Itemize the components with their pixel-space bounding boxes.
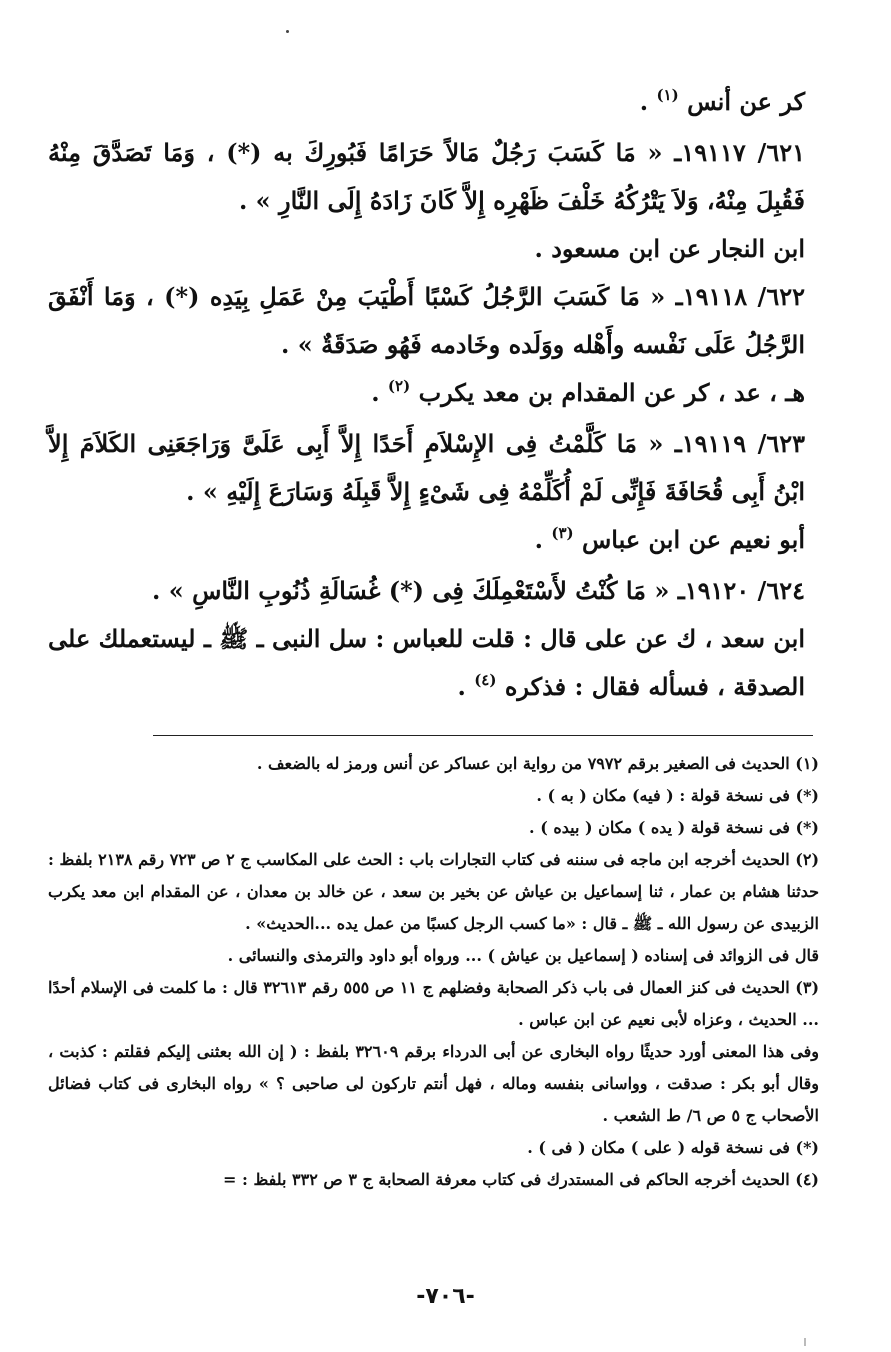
main-text (48, 78, 819, 714)
footnote-ref: (٤) (474, 671, 497, 689)
punctuation: . (371, 378, 380, 407)
source-text: كر عن أنس (687, 87, 805, 116)
source-text: أبو نعيم عن ابن عباس (581, 525, 805, 554)
source-text: ابن سعد ، ك عن على قال : قلت للعباس : سل النبى ـ ﷺ ـ ليستعملك على الصدقة ، فسأله فقال : فذكره (48, 624, 805, 701)
footnote-variant: (*) فى نسخة قوله ( على ) مكان ( فى ) . (527, 1138, 819, 1157)
punctuation: . (534, 525, 543, 554)
hadith-621: ٦٢١/ ١٩١١٧ـ « مَا كَسَبَ رَجُلٌ مَالاً حَرَامًا فَبُورِكَ به (*) ، وَمَا تَصَدَّقَ مِنْهُ فَقُبِلَ مِنْهُ، وَلاَ يَتْرُكُهُ خَلْفَ ظَهْرِه إِلاَّ كَانَ زَادَهُ إِلَى النَّارِ » . (48, 138, 805, 215)
footnote-variant: (*) فى نسخة قولة : ( فيه) مكان ( به ) . (536, 786, 819, 805)
source-text: هـ ، عد ، كر عن المقدام بن معد يكرب (418, 378, 805, 407)
footnote-ref: (١) (656, 86, 679, 104)
footnote-1: (١) الحديث فى الصغير برقم ٧٩٧٢ من رواية ابن عساكر عن أنس ورمز له بالضعف . (256, 754, 819, 773)
source-line (48, 615, 819, 714)
footnote-4: (٤) الحديث أخرجه الحاكم فى المستدرك فى كتاب معرفة الصحابة ج ٣ ص ٣٣٢ بلفظ : = (222, 1170, 819, 1189)
source-line (48, 369, 819, 420)
source-line: ابن النجار عن ابن مسعود . (534, 234, 805, 263)
hadith-622: ٦٢٢/ ١٩١١٨ـ « مَا كَسَبَ الرَّجُلُ كَسْبًا أَطْيَبَ مِنْ عَمَلِ بِيَدِه (*) ، وَمَا أَنْفَقَ الرَّجُلُ عَلَى نَفْسه وأَهْله ووَلَده وخَادمه فَهُو صَدَقَةٌ » . (48, 282, 805, 359)
footnote-ref: (٣) (551, 524, 574, 542)
footnote-2: (٢) الحديث أخرجه ابن ماجه فى سننه فى كتاب التجارات باب : الحث على المكاسب ج ٢ ص ٧٢٣ رقم ٢١٣٨ بلفظ : حدثنا هشام بن عمار ، ثنا إسماعيل بن عياش عن بخير بن سعد ، عن خالد بن معدان ، عن المقدام ابن معد يكرب الزبيدى عن رسول الله ـ ﷺ ـ قال : «ما كسب الرجل كسبًا من عمل يده ...الحديث» . (48, 850, 820, 933)
footnote-variant: (*) فى نسخة قولة ( يده ) مكان ( بيده ) . (529, 818, 819, 837)
punctuation: . (639, 87, 649, 116)
punctuation: . (457, 672, 466, 701)
footnote-3-continued: وفى هذا المعنى أورد حديثًا رواه البخارى عن أبى الدرداء برقم ٣٢٦٠٩ بلفظ : ( إن الله بعثنى إليكم فقلتم : كذبت ، وقال أبو بكر : صدقت ، وواسانى بنفسه وماله ، فهل أنتم تاركون لى صاحبى ؟ » رواه البخارى فى كتاب فضائل الأصحاب ج ٥ ص ٦/ ط الشعب . (48, 1042, 820, 1125)
footnote-3: (٣) الحديث فى كنز العمال فى باب ذكر الصحابة وفضلهم ج ١١ ص ٥٥٥ رقم ٣٢٦١٣ قال : ما كلمت فى الإسلام أحدًا ... الحديث ، وعزاه لأبى نعيم عن ابن عباس . (48, 978, 820, 1029)
hadith-623: ٦٢٣/ ١٩١١٩ـ « مَا كَلَّمْتُ فِى الإِسْلاَمِ أَحَدًا إِلاَّ أَبِى عَلَىَّ وَرَاجَعَنِى الكَلاَمَ إِلاَّ ابْنُ أَبِى قُحَافَةَ فَإِنِّى لَمْ أُكَلِّمْهُ فِى شَىْءٍ إِلاَّ قَبِلَهُ وَسَارَعَ إِلَيْهِ » . (48, 429, 806, 506)
source-line (48, 78, 819, 129)
hadith-624: ٦٢٤/ ١٩١٢٠ـ « مَا كُنْتُ لأَسْتَعْمِلَكَ فِى (*) غُسَالَةِ ذُنُوبِ النَّاسِ » . (152, 576, 805, 605)
page-number: -٧٠٦- (416, 1284, 475, 1309)
stray-mark (804, 1338, 806, 1346)
footnote-divider (153, 735, 813, 736)
source-line (48, 516, 819, 567)
footnotes (48, 748, 819, 1196)
footnote-2-continued: قال فى الزوائد فى إسناده ( إسماعيل بن عياش ) ... ورواه أبو داود والترمذى والنسائى . (227, 946, 819, 965)
stray-mark (286, 30, 289, 33)
footnote-ref: (٢) (387, 377, 411, 395)
